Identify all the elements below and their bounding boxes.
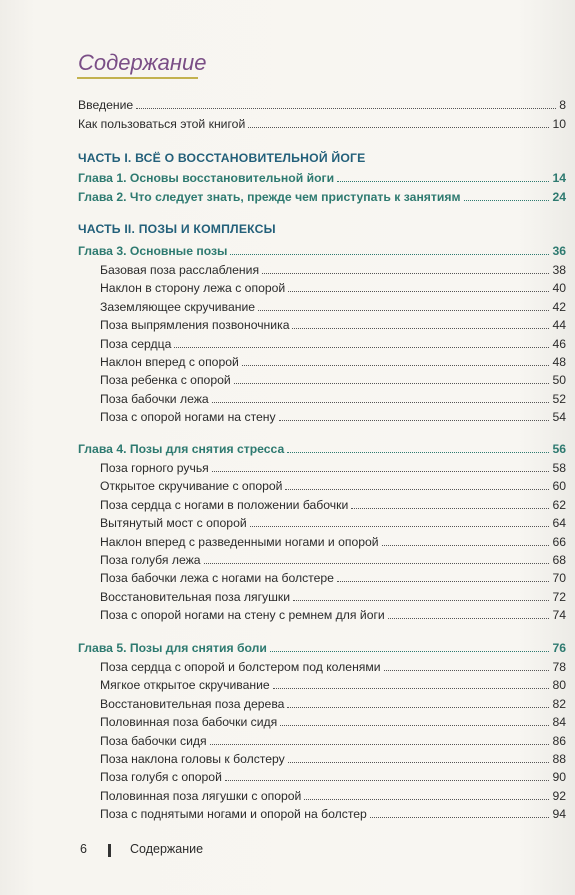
footer-divider xyxy=(108,844,111,857)
toc-entry[interactable] xyxy=(78,531,566,549)
toc-entry[interactable] xyxy=(78,604,566,622)
toc-entry[interactable] xyxy=(78,512,566,530)
toc-entry[interactable] xyxy=(78,730,566,748)
toc-entry-title: Восстановительная поза лягушки xyxy=(100,589,291,604)
toc-entry-title: Поза с опорой ногами на стену xyxy=(100,410,276,425)
toc-entry-page: 82 xyxy=(552,696,566,711)
toc-entry[interactable] xyxy=(78,388,566,406)
toc-entry-page: 62 xyxy=(552,497,566,512)
toc-entry[interactable] xyxy=(78,494,566,512)
title-underline xyxy=(77,77,198,79)
toc-entry-page: 52 xyxy=(552,391,566,406)
dot-leader xyxy=(288,291,549,292)
toc-entry-title: Наклон в сторону лежа с опорой xyxy=(100,281,286,296)
toc-entry-page: 40 xyxy=(552,281,566,296)
dot-leader xyxy=(210,744,550,745)
toc-entry-page: 84 xyxy=(552,715,566,730)
toc-entry[interactable] xyxy=(78,656,566,674)
toc-entry-page: 38 xyxy=(552,263,566,277)
toc-entry-page: 66 xyxy=(552,534,566,549)
toc-entry-page: 74 xyxy=(552,608,566,623)
dot-leader xyxy=(382,545,550,546)
toc-entry-page: 68 xyxy=(552,553,566,567)
dot-leader xyxy=(388,618,550,619)
toc-entry-title: Поза сердца xyxy=(100,336,172,351)
toc-entry[interactable] xyxy=(78,296,566,314)
toc-entry-title: Поза бабочки сидя xyxy=(100,733,207,748)
dot-leader xyxy=(337,581,549,582)
page-title: Содержание xyxy=(78,50,207,75)
toc-entry-title: Открытое скручивание с опорой xyxy=(100,479,283,494)
toc-entry-page: 72 xyxy=(552,589,566,604)
dot-leader xyxy=(351,508,549,509)
part-2-heading: ЧАСТЬ II. ПОЗЫ И КОМПЛЕКСЫ xyxy=(78,222,276,236)
toc-entry-title: Половинная поза лягушки с опорой xyxy=(100,788,302,803)
toc-chapter-4[interactable]: Глава 4. Позы для снятия стресса 56 xyxy=(78,442,566,456)
toc-entry-title: Половинная поза бабочки сидя xyxy=(100,715,278,730)
dot-leader xyxy=(285,489,549,490)
toc-entry[interactable] xyxy=(78,674,566,692)
toc-chapter-1[interactable]: Глава 1. Основы восстановительной йоги 14 xyxy=(78,171,566,185)
toc-entry-title: Поза сердца с опорой и болстером под коленями xyxy=(100,660,381,674)
toc-entry-page: 88 xyxy=(552,752,566,766)
toc-entry-title: Мягкое открытое скручивание xyxy=(100,678,270,693)
toc-entry-page: 60 xyxy=(552,479,566,494)
dot-leader xyxy=(212,471,550,472)
toc-entry[interactable] xyxy=(78,803,566,821)
toc-entry[interactable] xyxy=(78,766,566,784)
toc-entry-title: Восстановительная поза дерева xyxy=(100,696,285,711)
dot-leader xyxy=(280,725,549,726)
toc-entry[interactable] xyxy=(78,314,566,332)
toc-entry[interactable] xyxy=(78,711,566,729)
toc-entry-page: 64 xyxy=(552,516,566,531)
toc-entry[interactable] xyxy=(78,785,566,803)
toc-entry-page: 90 xyxy=(552,770,566,785)
toc-entry[interactable] xyxy=(78,693,566,711)
toc-chapter-3[interactable]: Глава 3. Основные позы 36 xyxy=(78,244,566,258)
toc-entry-title: Базовая поза расслабления xyxy=(100,263,260,277)
toc-entry-title: Наклон вперед с опорой xyxy=(100,355,239,369)
toc-entry[interactable] xyxy=(78,277,566,295)
toc-entry-page: 86 xyxy=(552,733,566,748)
toc-entry-title: Поза ребенка с опорой xyxy=(100,373,231,388)
toc-chapter-5[interactable]: Глава 5. Позы для снятия боли 76 xyxy=(78,641,566,655)
page-number: 6 xyxy=(80,842,87,856)
dot-leader xyxy=(242,365,550,366)
toc-entry[interactable] xyxy=(78,259,566,277)
dot-leader xyxy=(234,383,550,384)
dot-leader xyxy=(287,707,549,708)
dot-leader xyxy=(250,526,550,527)
dot-leader xyxy=(273,688,550,689)
toc-entry-page: 78 xyxy=(552,660,566,674)
toc-entry-title: Вытянутый мост с опорой xyxy=(100,516,247,531)
toc-entry-title: Поза голубя с опорой xyxy=(100,770,222,785)
toc-entry-page: 50 xyxy=(552,373,566,388)
toc-entry-title: Поза голубя лежа xyxy=(100,553,201,567)
dot-leader xyxy=(262,273,549,274)
toc-entry-page: 48 xyxy=(552,355,566,369)
dot-leader xyxy=(279,420,550,421)
dot-leader xyxy=(292,328,549,329)
toc-entry-page: 70 xyxy=(552,571,566,586)
toc-entry[interactable] xyxy=(78,549,566,567)
toc-entry-title: Поза бабочки лежа с ногами на болстере xyxy=(100,571,334,586)
toc-entry-intro[interactable]: Введение 8 xyxy=(78,98,566,112)
toc-entry-title: Заземляющее скручивание xyxy=(100,299,256,314)
toc-entry[interactable] xyxy=(78,586,566,604)
dot-leader xyxy=(225,780,550,781)
toc-entry-title: Наклон вперед с разведенными ногами и опорой xyxy=(100,534,379,549)
toc-entry-title: Поза горного ручья xyxy=(100,461,209,475)
toc-chapter-2[interactable]: Глава 2. Что следует знать, прежде чем приступать к занятиям 24 xyxy=(78,190,566,204)
toc-entry[interactable] xyxy=(78,457,566,475)
footer-section: Содержание xyxy=(130,842,204,856)
toc-entry[interactable] xyxy=(78,748,566,766)
dot-leader xyxy=(174,347,549,348)
toc-entry-title: Поза бабочки лежа xyxy=(100,391,209,406)
part-1-heading: ЧАСТЬ I. ВСЁ О ВОССТАНОВИТЕЛЬНОЙ ЙОГЕ xyxy=(78,151,366,165)
toc-entry[interactable] xyxy=(78,406,566,424)
toc-entry-page: 80 xyxy=(552,678,566,693)
toc-entry[interactable] xyxy=(78,567,566,585)
dot-leader xyxy=(293,600,549,601)
dot-leader xyxy=(204,563,550,564)
toc-entry[interactable] xyxy=(78,369,566,387)
dot-leader xyxy=(212,402,550,403)
toc-entry-page: 58 xyxy=(552,461,566,475)
dot-leader xyxy=(370,817,550,818)
toc-entry-page: 92 xyxy=(552,788,566,803)
toc-entry-page: 94 xyxy=(552,807,566,822)
toc-entry-page: 44 xyxy=(552,318,566,333)
toc-entry[interactable] xyxy=(78,333,566,351)
dot-leader xyxy=(384,670,550,671)
dot-leader xyxy=(258,310,549,311)
toc-entry-title: Поза с поднятыми ногами и опорой на болстер xyxy=(100,807,367,822)
toc-entry-page: 54 xyxy=(552,410,566,425)
toc-entry-how-to-use[interactable]: Как пользоваться этой книгой 10 xyxy=(78,117,566,131)
toc-entry[interactable] xyxy=(78,475,566,493)
toc-entry[interactable] xyxy=(78,351,566,369)
dot-leader xyxy=(288,762,550,763)
dot-leader xyxy=(304,799,549,800)
toc-entry-title: Поза выпрямления позвоночника xyxy=(100,318,290,333)
toc-entry-title: Поза с опорой ногами на стену с ремнем для йоги xyxy=(100,608,385,623)
toc-entry-title: Поза сердца с ногами в положении бабочки xyxy=(100,497,349,512)
toc-entry-page: 42 xyxy=(552,299,566,314)
toc-entry-page: 46 xyxy=(552,336,566,351)
toc-entry-title: Поза наклона головы к болстеру xyxy=(100,752,285,766)
